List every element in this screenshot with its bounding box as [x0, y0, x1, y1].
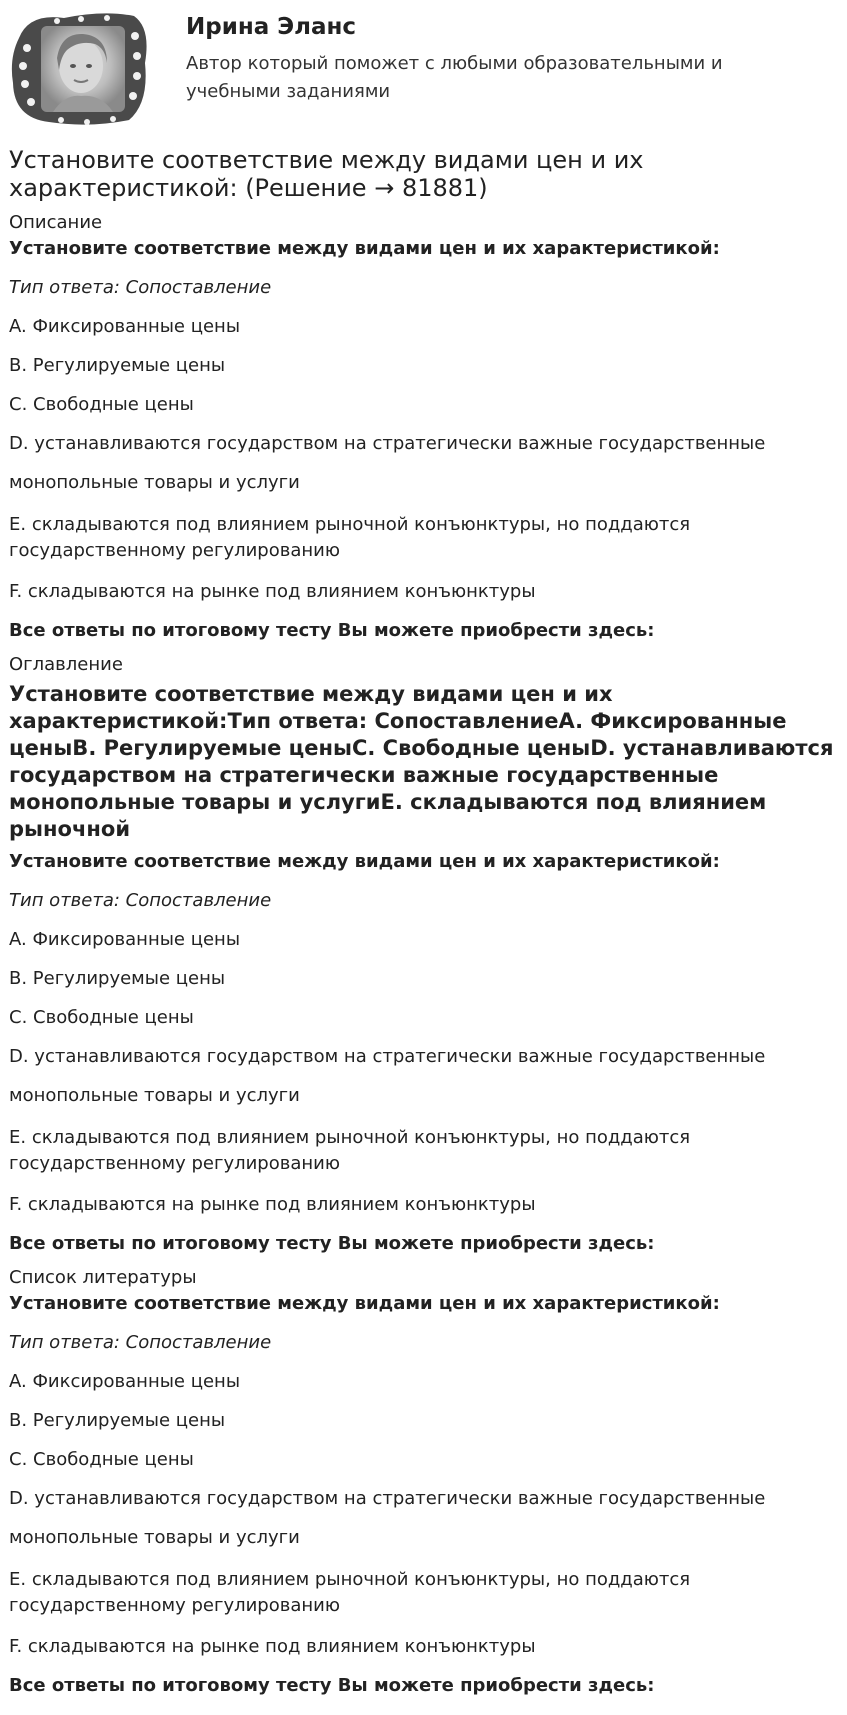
option-b: B. Регулируемые цены [9, 355, 226, 376]
option-d-continued: монопольные товары и услуги [9, 1085, 300, 1106]
option-d: D. устанавливаются государством на стратегически важные государственные [9, 1488, 766, 1509]
document-page [9, 0, 839, 1697]
answer-type: Тип ответа: Сопоставление [9, 1332, 272, 1353]
film-frame-avatar-image [9, 8, 153, 128]
option-f: F. складываются на рынке под влиянием конъюнктуры [9, 1194, 536, 1215]
author-card [9, 0, 839, 132]
page-title: Установите соответствие между видами цен и их характеристикой: (Решение → 81881) [9, 146, 644, 202]
option-c: C. Свободные цены [9, 1007, 194, 1028]
section-label: Оглавление [9, 654, 123, 675]
author-description: Автор который поможет с любыми образовательными и учебными заданиями [186, 53, 723, 102]
option-d-continued: монопольные товары и услуги [9, 1527, 300, 1548]
author-avatar[interactable] [9, 8, 153, 128]
option-b: B. Регулируемые цены [9, 1410, 226, 1431]
option-d: D. устанавливаются государством на стратегически важные государственные [9, 1046, 766, 1067]
option-b: B. Регулируемые цены [9, 968, 226, 989]
author-name: Ирина Эланс [186, 14, 357, 40]
buy-answers-text: Все ответы по итоговому тесту Вы можете приобрести здесь: [9, 620, 655, 641]
answer-type: Тип ответа: Сопоставление [9, 277, 272, 298]
option-f: F. складываются на рынке под влиянием конъюнктуры [9, 581, 536, 602]
question-heading: Установите соответствие между видами цен и их характеристикой: [9, 851, 720, 872]
option-c: C. Свободные цены [9, 394, 194, 415]
option-e: E. складываются под влиянием рыночной конъюнктуры, но поддаются государственному регулированию [9, 514, 691, 561]
buy-answers-text: Все ответы по итоговому тесту Вы можете приобрести здесь: [9, 1233, 655, 1254]
option-d-continued: монопольные товары и услуги [9, 472, 300, 493]
option-c: C. Свободные цены [9, 1449, 194, 1470]
question-heading: Установите соответствие между видами цен и их характеристикой: [9, 238, 720, 259]
option-d: D. устанавливаются государством на стратегически важные государственные [9, 433, 766, 454]
option-a: A. Фиксированные цены [9, 929, 241, 950]
bibliography-section [9, 1267, 839, 1697]
buy-answers-text: Все ответы по итоговому тесту Вы можете приобрести здесь: [9, 1675, 655, 1696]
toc-summary: Установите соответствие между видами цен и их характеристикой:Тип ответа: СопоставлениеA. Фиксированные ценыB. Регулируемые ценыC. Свободные ценыD. устанавливаются государством на стратегически важные государственные монопольные товары и услугиE. складываются под влиянием рыночной [9, 682, 834, 841]
option-f: F. складываются на рынке под влиянием конъюнктуры [9, 1636, 536, 1657]
description-section [9, 212, 839, 642]
option-a: A. Фиксированные цены [9, 1371, 241, 1392]
section-label: Описание [9, 212, 103, 233]
section-label: Список литературы [9, 1267, 197, 1288]
option-a: A. Фиксированные цены [9, 316, 241, 337]
option-e: E. складываются под влиянием рыночной конъюнктуры, но поддаются государственному регулированию [9, 1569, 691, 1616]
question-heading: Установите соответствие между видами цен и их характеристикой: [9, 1293, 720, 1314]
toc-section [9, 654, 839, 1255]
option-e: E. складываются под влиянием рыночной конъюнктуры, но поддаются государственному регулированию [9, 1127, 691, 1174]
answer-type: Тип ответа: Сопоставление [9, 890, 272, 911]
